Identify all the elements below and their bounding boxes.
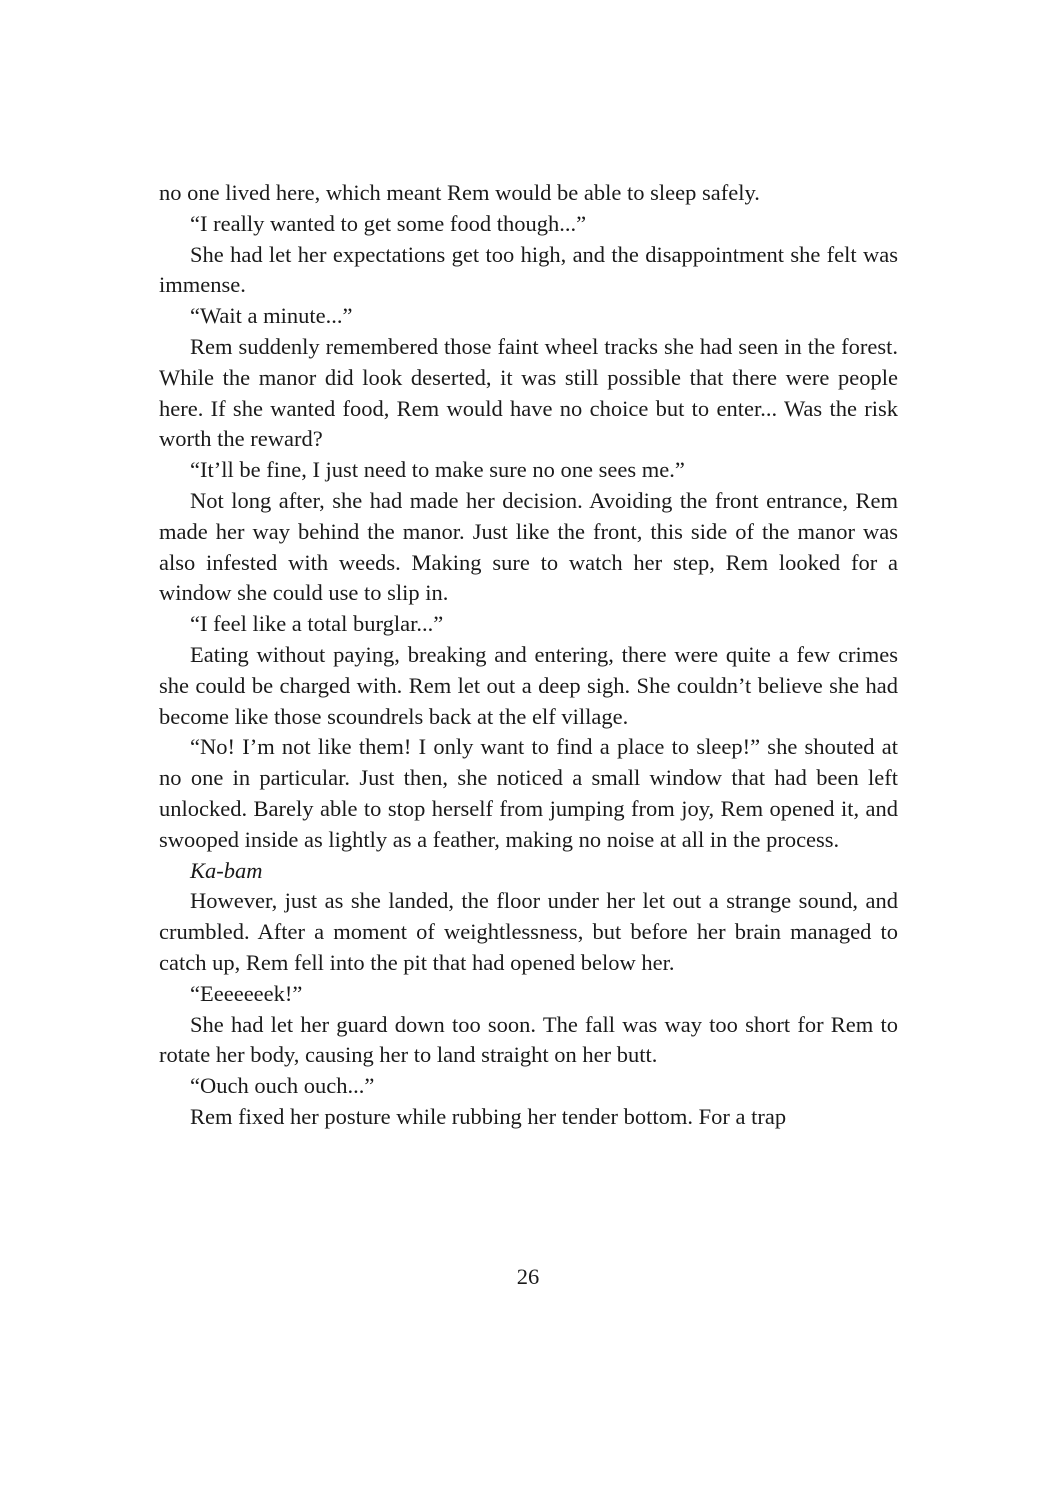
dialogue-line: “It’ll be fine, I just need to make sure no one sees me.” (190, 457, 685, 483)
page-number: 26 (516, 1264, 540, 1289)
paragraph: However, just as she landed, the floor under her let out a strange sound, and crumbled. After a moment of weightlessness, but before her brain managed to catch up, Rem fell into the pit that had opened below her. (159, 888, 898, 975)
dialogue-line: “Eeeeeeek!” (190, 980, 303, 1006)
paragraph: Rem fixed her posture while rubbing her tender bottom. For a trap (190, 1103, 787, 1129)
paragraph: Rem suddenly remembered those faint wheel tracks she had seen in the forest. While the manor did look deserted, it was still possible that there were people here. If she wanted food, Rem would have no choice but to enter... Was the risk worth the reward? (159, 333, 898, 452)
dialogue-line: “I feel like a total burglar...” (190, 611, 444, 637)
paragraph: Eating without paying, breaking and entering, there were quite a few crimes she could be charged with. Rem let out a deep sigh. She couldn’t believe she had become like those scoundrels back at the elf village. (159, 641, 898, 729)
dialogue-line: “I really wanted to get some food though...” (190, 210, 587, 236)
dialogue-line: “Ouch ouch ouch...” (190, 1073, 375, 1099)
dialogue-line: “Wait a minute...” (190, 303, 353, 329)
paragraph: no one lived here, which meant Rem would be able to sleep safely. (159, 180, 760, 205)
paragraph: “No! I’m not like them! I only want to find a place to sleep!” she shouted at no one in particular. Just then, she noticed a small window that had been left unlocked. Barely able to stop herself from jumping from joy, Rem opened it, and swooped inside as lightly as a feather, making no noise at all in the process. (159, 734, 898, 852)
sound-effect: Ka-bam (190, 857, 263, 883)
paragraph: She had let her expectations get too high, and the disappointment she felt was immense. (159, 241, 898, 298)
paragraph: Not long after, she had made her decision. Avoiding the front entrance, Rem made her way behind the manor. Just like the front, this side of the manor was also infested with weeds. Making sure to watch her step, Rem looked for a window she could use to slip in. (159, 487, 898, 606)
page-body (159, 178, 898, 1133)
paragraph: She had let her guard down too soon. The fall was way too short for Rem to rotate her body, causing her to land straight on her butt. (159, 1011, 898, 1068)
